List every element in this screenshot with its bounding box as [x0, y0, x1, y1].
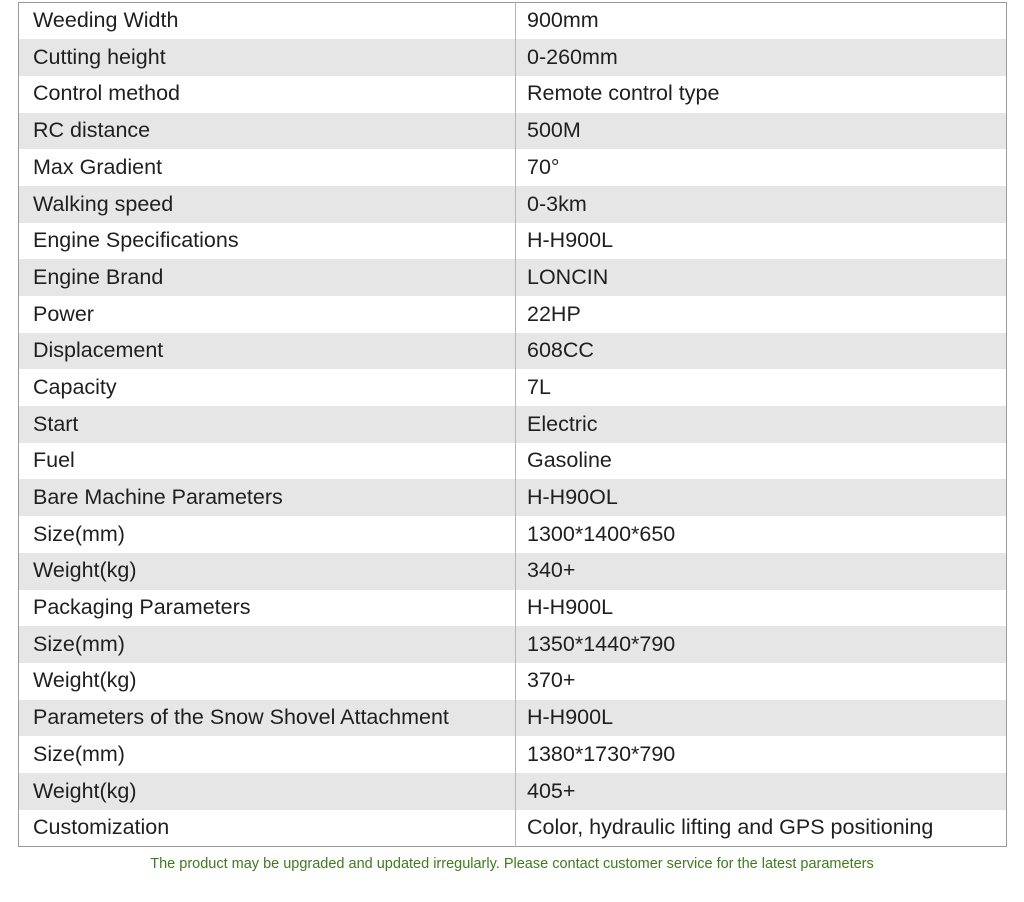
param-label: Customization: [33, 814, 170, 839]
table-row: [19, 3, 1007, 40]
param-value: 500M: [516, 113, 1007, 150]
param-label: Size(mm): [33, 741, 125, 766]
table-row: [19, 736, 1007, 773]
param-value: 22HP: [516, 296, 1007, 333]
param-value: 1350*1440*790: [516, 626, 1007, 663]
table-row: [19, 296, 1007, 333]
table-row: [19, 259, 1007, 296]
param-label: Displacement: [19, 333, 516, 370]
table-row: [19, 590, 1007, 627]
param-value: 7L: [516, 369, 1007, 406]
param-label: Weight(kg): [19, 773, 516, 810]
param-value: 370+: [516, 663, 1007, 700]
param-label: Control method: [33, 81, 180, 106]
table-row: [19, 39, 1007, 76]
param-value: 70°: [516, 149, 1007, 186]
table-row: [19, 626, 1007, 663]
table-row: [19, 810, 1007, 847]
param-value: H-H900L: [516, 223, 1007, 260]
param-label: Engine Brand: [19, 259, 516, 296]
table-row: [19, 76, 1007, 113]
param-label: Cutting height: [19, 39, 516, 76]
table-row: [19, 663, 1007, 700]
table-row: [19, 369, 1007, 406]
param-label: Weight(kg): [33, 668, 137, 693]
param-value: 1380*1730*790: [516, 736, 1007, 773]
table-row: [19, 223, 1007, 260]
footnote: The product may be upgraded and updated irregularly. Please contact customer service for the latest parameters: [150, 856, 874, 872]
param-value: Gasoline: [516, 443, 1007, 480]
table-row: [19, 333, 1007, 370]
param-value: H-H900L: [516, 590, 1007, 627]
param-label: Weeding Width: [33, 8, 179, 33]
table-row: [19, 406, 1007, 443]
param-label: Fuel: [33, 448, 75, 473]
table-row: [19, 443, 1007, 480]
table-row: [19, 186, 1007, 223]
table-row: [19, 553, 1007, 590]
param-label: RC distance: [19, 113, 516, 150]
table-row: [19, 479, 1007, 516]
param-value: 405+: [516, 773, 1007, 810]
param-label: Parameters of the Snow Shovel Attachment: [19, 700, 516, 737]
param-label: Weight(kg): [19, 553, 516, 590]
table-row: [19, 113, 1007, 150]
param-value: LONCIN: [516, 259, 1007, 296]
param-label: Start: [19, 406, 516, 443]
param-label: Packaging Parameters: [33, 595, 251, 620]
spec-table: [18, 2, 1007, 847]
spec-table-body: [19, 3, 1007, 847]
param-label: Capacity: [33, 374, 117, 399]
param-value: 0-3km: [516, 186, 1007, 223]
table-row: [19, 700, 1007, 737]
param-label: Size(mm): [33, 521, 125, 546]
param-value: Remote control type: [516, 76, 1007, 113]
param-label: Walking speed: [19, 186, 516, 223]
table-row: [19, 773, 1007, 810]
param-label: Bare Machine Parameters: [19, 479, 516, 516]
param-label: Size(mm): [19, 626, 516, 663]
param-value: Color, hydraulic lifting and GPS positioning: [516, 810, 1007, 847]
param-label: Engine Specifications: [33, 228, 239, 253]
param-value: 0-260mm: [516, 39, 1007, 76]
table-row: [19, 516, 1007, 553]
param-value: Electric: [516, 406, 1007, 443]
param-label: Max Gradient: [33, 154, 163, 179]
param-value: 340+: [516, 553, 1007, 590]
param-label: Power: [33, 301, 94, 326]
param-value: 1300*1400*650: [516, 516, 1007, 553]
param-value: 900mm: [516, 3, 1007, 40]
param-value: H-H90OL: [516, 479, 1007, 516]
param-value: 608CC: [516, 333, 1007, 370]
table-row: [19, 149, 1007, 186]
param-value: H-H900L: [516, 700, 1007, 737]
